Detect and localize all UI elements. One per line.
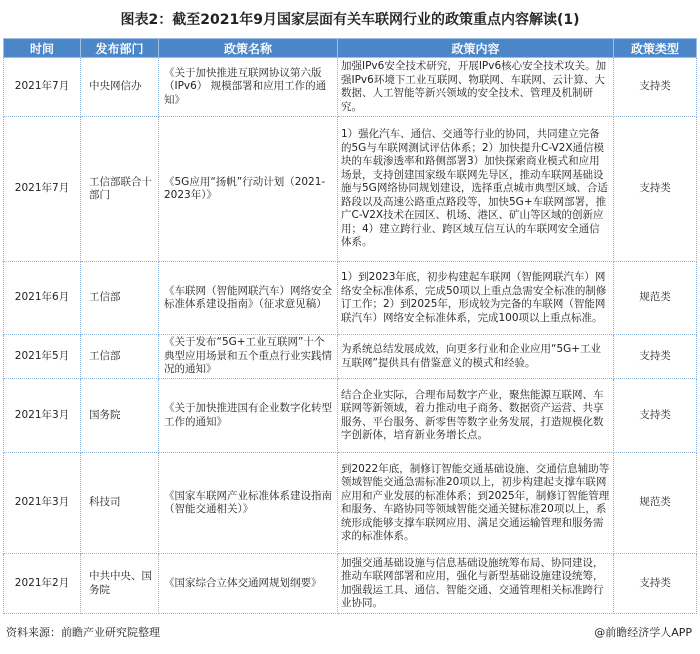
table-row [4,117,697,262]
page-title: 图表2：截至2021年9月国家层面有关车联网行业的政策重点内容解读(1) [120,12,580,28]
cell-name: 《车联网（智能网联汽车）网络安全标准体系建设指南》（征求意见稿） [159,262,338,335]
cell-name: 《国家车联网产业标准体系建设指南（智能交通相关）》 [159,453,338,554]
cell-name: 《国家综合立体交通网规划纲要》 [159,554,338,614]
cell-content: 加强IPv6安全技术研究，开展IPv6核心安全技术攻关。加强IPv6环境下工业互联网、物联网、车联网、云计算、大数据、人工智能等新兴领域的安全技术、管理及机制研究。 [338,58,614,117]
cell-type: 规范类 [614,262,697,335]
cell-name: 《关于发布“5G+工业互联网”十个典型应用场景和五个重点行业实践情况的通知》 [159,335,338,379]
cell-time: 2021年3月 [4,379,81,453]
cell-type: 支持类 [614,379,697,453]
table-row [4,379,697,453]
cell-time: 2021年7月 [4,58,81,117]
cell-type: 支持类 [614,117,697,262]
cell-dept: 中央网信办 [81,58,159,117]
header-content: 政策内容 [338,39,614,58]
header-type: 政策类型 [614,39,697,58]
cell-time: 2021年6月 [4,262,81,335]
cell-content: 为系统总结发展成效，向更多行业和企业应用“5G+工业互联网”提供具有借鉴意义的模式和经验。 [338,335,614,379]
cell-dept: 科技司 [81,453,159,554]
cell-name: 《关于加快推进互联网协议第六版（IPv6） 规模部署和应用工作的通知》 [159,58,338,117]
cell-name: 《关于加快推进国有企业数字化转型工作的通知》 [159,379,338,453]
table-row [4,58,697,117]
cell-type: 支持类 [614,58,697,117]
cell-dept: 中共中央、国务院 [81,554,159,614]
header-dept: 发布部门 [81,39,159,58]
cell-content: 结合企业实际，合理布局数字产业，聚焦能源互联网、车联网等新领域，着力推动电子商务、数据资产运营、共享服务、平台服务、新零售等数字业务发展，打造规模化数字创新体，培育新业务增长点。 [338,379,614,453]
cell-content: 1）强化汽车、通信、交通等行业的协同，共同建立完备的5G与车联网测试评估体系；2）加快提升C-V2X通信模块的车载渗透率和路侧部署3）加快探索商业模式和应用场景，支持创建国家级车联网先导区，推动车联网基础设施与5G网络协同规划建设，选择重点城市典型区域、合适路段以及高速公路重点路段等，加快5G+车联网部署，推广C-V2X技术在园区、机场、港区、矿山等区域的创新应用；4）建立跨行业、跨区域互信互认的车联网安全通信体系。 [338,117,614,262]
table-row [4,335,697,379]
cell-time: 2021年5月 [4,335,81,379]
header-time: 时间 [4,39,81,58]
cell-dept: 工信部 [81,335,159,379]
source-note: 资料来源：前瞻产业研究院整理 [6,626,160,639]
cell-name: 《5G应用“扬帆”行动计划（2021-2023年）》 [159,117,338,262]
table-header-row [4,39,697,58]
policy-table [3,38,697,614]
table-row [4,554,697,614]
cell-content: 加强交通基础设施与信息基础设施统筹布局、协同建设，推动车联网部署和应用，强化与新型基础设施建设统筹，加强载运工具、通信、智能交通、交通管理相关标准跨行业协同。 [338,554,614,614]
header-name: 政策名称 [159,39,338,58]
brand-credit: @前瞻经济学人APP [594,626,692,639]
cell-dept: 工信部联合十部门 [81,117,159,262]
cell-time: 2021年2月 [4,554,81,614]
cell-content: 到2022年底，制修订智能交通基础设施、交通信息辅助等领域智能交通急需标准20项以上，初步构建起支撑车联网应用和产业发展的标准体系；到2025年，制修订智能管理和服务、车路协同等领域智能交通关键标准20项以上，系统形成能够支撑车联网应用、满足交通运输管理和服务需求的标准体系。 [338,453,614,554]
cell-type: 支持类 [614,554,697,614]
table-row [4,262,697,335]
cell-type: 规范类 [614,453,697,554]
cell-dept: 工信部 [81,262,159,335]
footer [0,622,700,644]
cell-time: 2021年3月 [4,453,81,554]
table-row [4,453,697,554]
cell-time: 2021年7月 [4,117,81,262]
cell-type: 支持类 [614,335,697,379]
cell-content: 1）到2023年底，初步构建起车联网（智能网联汽车）网络安全标准体系，完成50项以上重点急需安全标准的制修订工作；2）到2025年，形成较为完备的车联网（智能网联汽车）网络安全标准体系，完成100项以上重点标准。 [338,262,614,335]
cell-dept: 国务院 [81,379,159,453]
